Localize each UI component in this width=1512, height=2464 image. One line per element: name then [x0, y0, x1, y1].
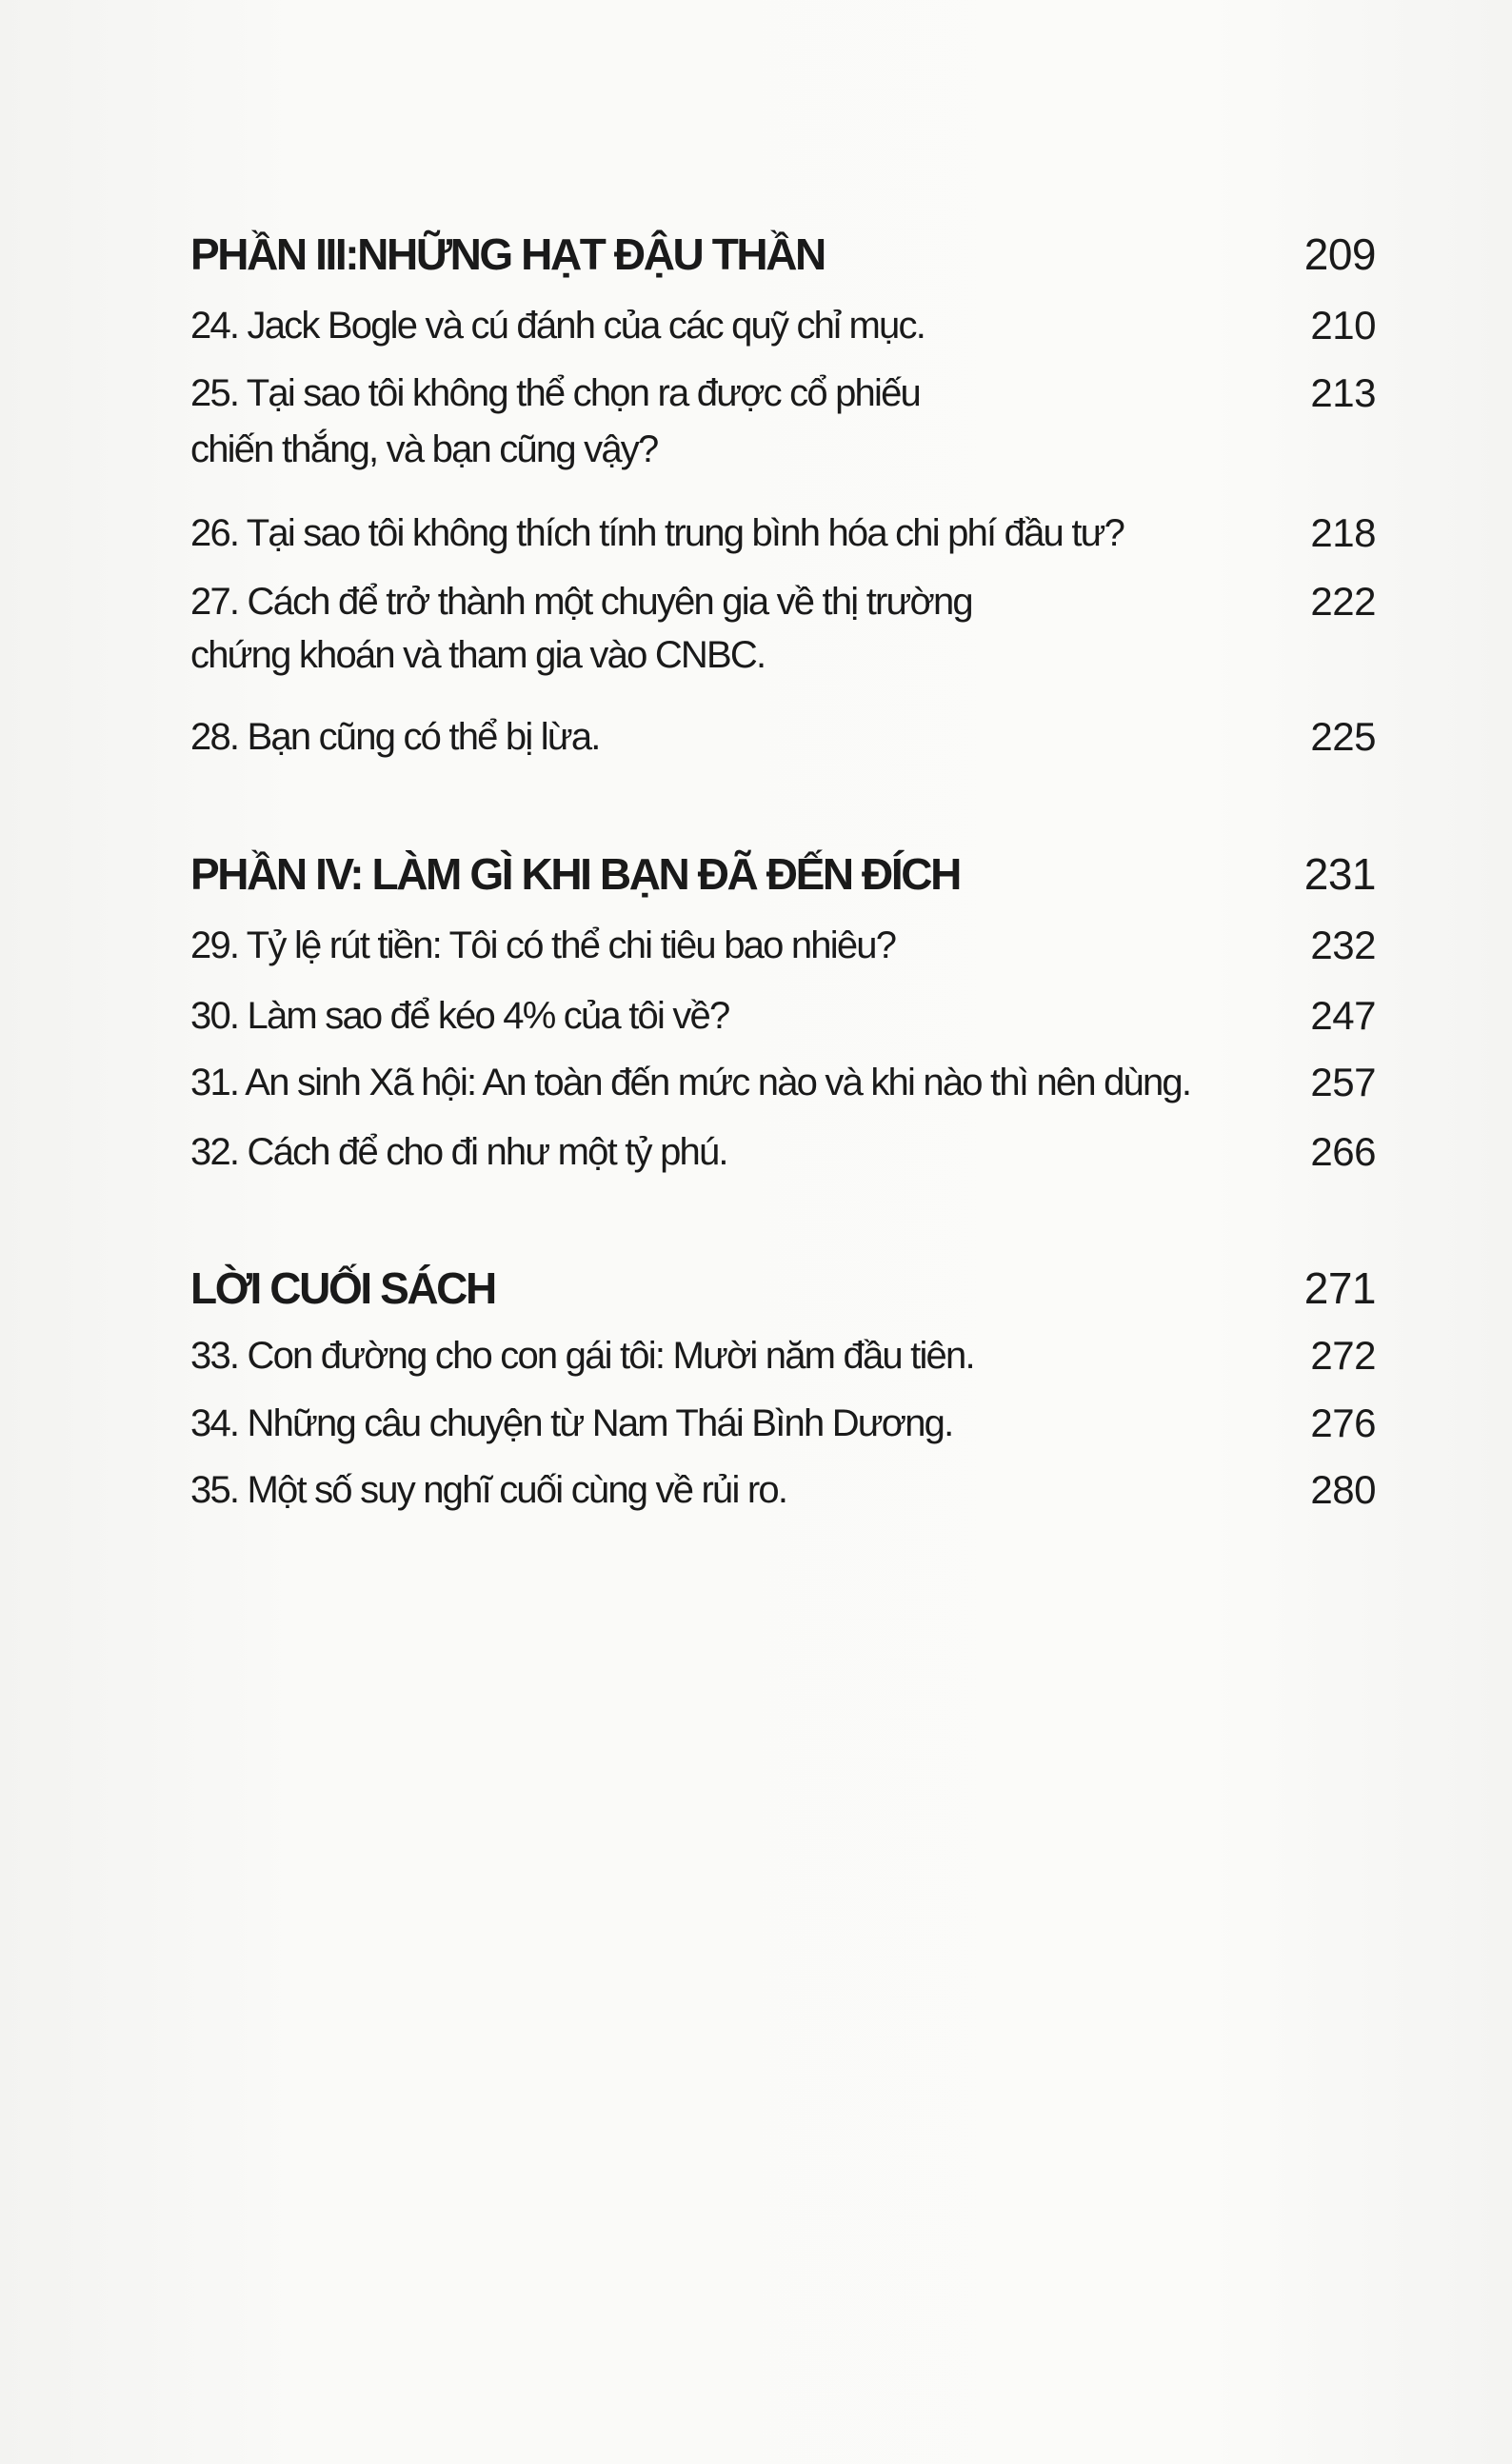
toc-entry: [190, 991, 1376, 1041]
section-heading: [190, 229, 1376, 279]
toc-entry: [190, 577, 1376, 626]
page-number: 257: [1310, 1060, 1376, 1104]
page-number: 266: [1310, 1129, 1376, 1174]
chapter-title: 26. Tại sao tôi không thích tính trung bình hóa chi phí đầu tư?: [190, 512, 1124, 554]
page-number: 210: [1310, 303, 1376, 348]
page-number: 218: [1310, 510, 1376, 555]
chapter-title-continuation: chiến thắng, và bạn cũng vậy?: [190, 428, 658, 470]
chapter-title: 30. Làm sao để kéo 4% của tôi về?: [190, 995, 729, 1037]
toc-entry: [190, 1331, 1376, 1381]
toc-entry: [190, 1399, 1376, 1448]
toc-entry: [190, 712, 1376, 762]
page-number: 209: [1303, 229, 1376, 279]
chapter-title: 33. Con đường cho con gái tôi: Mười năm đầu tiên.: [190, 1335, 974, 1377]
page-number: 272: [1310, 1333, 1376, 1378]
section-heading: [190, 1263, 1376, 1313]
page-number: 232: [1310, 923, 1376, 967]
page-number: 271: [1303, 1263, 1376, 1313]
chapter-title: 28. Bạn cũng có thể bị lừa.: [190, 716, 600, 758]
page-number: 222: [1310, 579, 1376, 624]
chapter-title: 31. An sinh Xã hội: An toàn đến mức nào và khi nào thì nên dùng.: [190, 1062, 1191, 1103]
toc-entry: [190, 1058, 1376, 1107]
page-number: 276: [1310, 1401, 1376, 1445]
section-title: LỜI CUỐI SÁCH: [190, 1263, 495, 1313]
section-title: PHẦN IV: LÀM GÌ KHI BẠN ĐÃ ĐẾN ĐÍCH: [190, 849, 960, 899]
chapter-title: 25. Tại sao tôi không thể chọn ra được cổ phiếu: [190, 372, 920, 414]
chapter-title: 34. Những câu chuyện từ Nam Thái Bình Dương.: [190, 1402, 953, 1444]
toc-entry: [190, 1465, 1376, 1515]
toc-entry: [190, 1127, 1376, 1177]
toc-entry: [190, 301, 1376, 350]
toc-entry: [190, 368, 1376, 418]
chapter-title: 27. Cách để trở thành một chuyên gia về thị trường: [190, 581, 972, 623]
toc-entry: [190, 508, 1376, 558]
page-number: 231: [1303, 849, 1376, 899]
chapter-title: 35. Một số suy nghĩ cuối cùng về rủi ro.: [190, 1469, 787, 1511]
chapter-title: 32. Cách để cho đi như một tỷ phú.: [190, 1131, 727, 1173]
page-number: 213: [1310, 370, 1376, 415]
chapter-title: 29. Tỷ lệ rút tiền: Tôi có thể chi tiêu bao nhiêu?: [190, 924, 896, 966]
section-heading: [190, 849, 1376, 899]
chapter-title-continuation: chứng khoán và tham gia vào CNBC.: [190, 634, 766, 676]
toc-entry: [190, 921, 1376, 970]
chapter-title: 24. Jack Bogle và cú đánh của các quỹ chỉ mục.: [190, 305, 925, 347]
page-number: 225: [1310, 714, 1376, 759]
page-number: 280: [1310, 1467, 1376, 1512]
section-title: PHẦN III:NHỮNG HẠT ĐẬU THẦN: [190, 229, 825, 279]
page-number: 247: [1310, 993, 1376, 1038]
